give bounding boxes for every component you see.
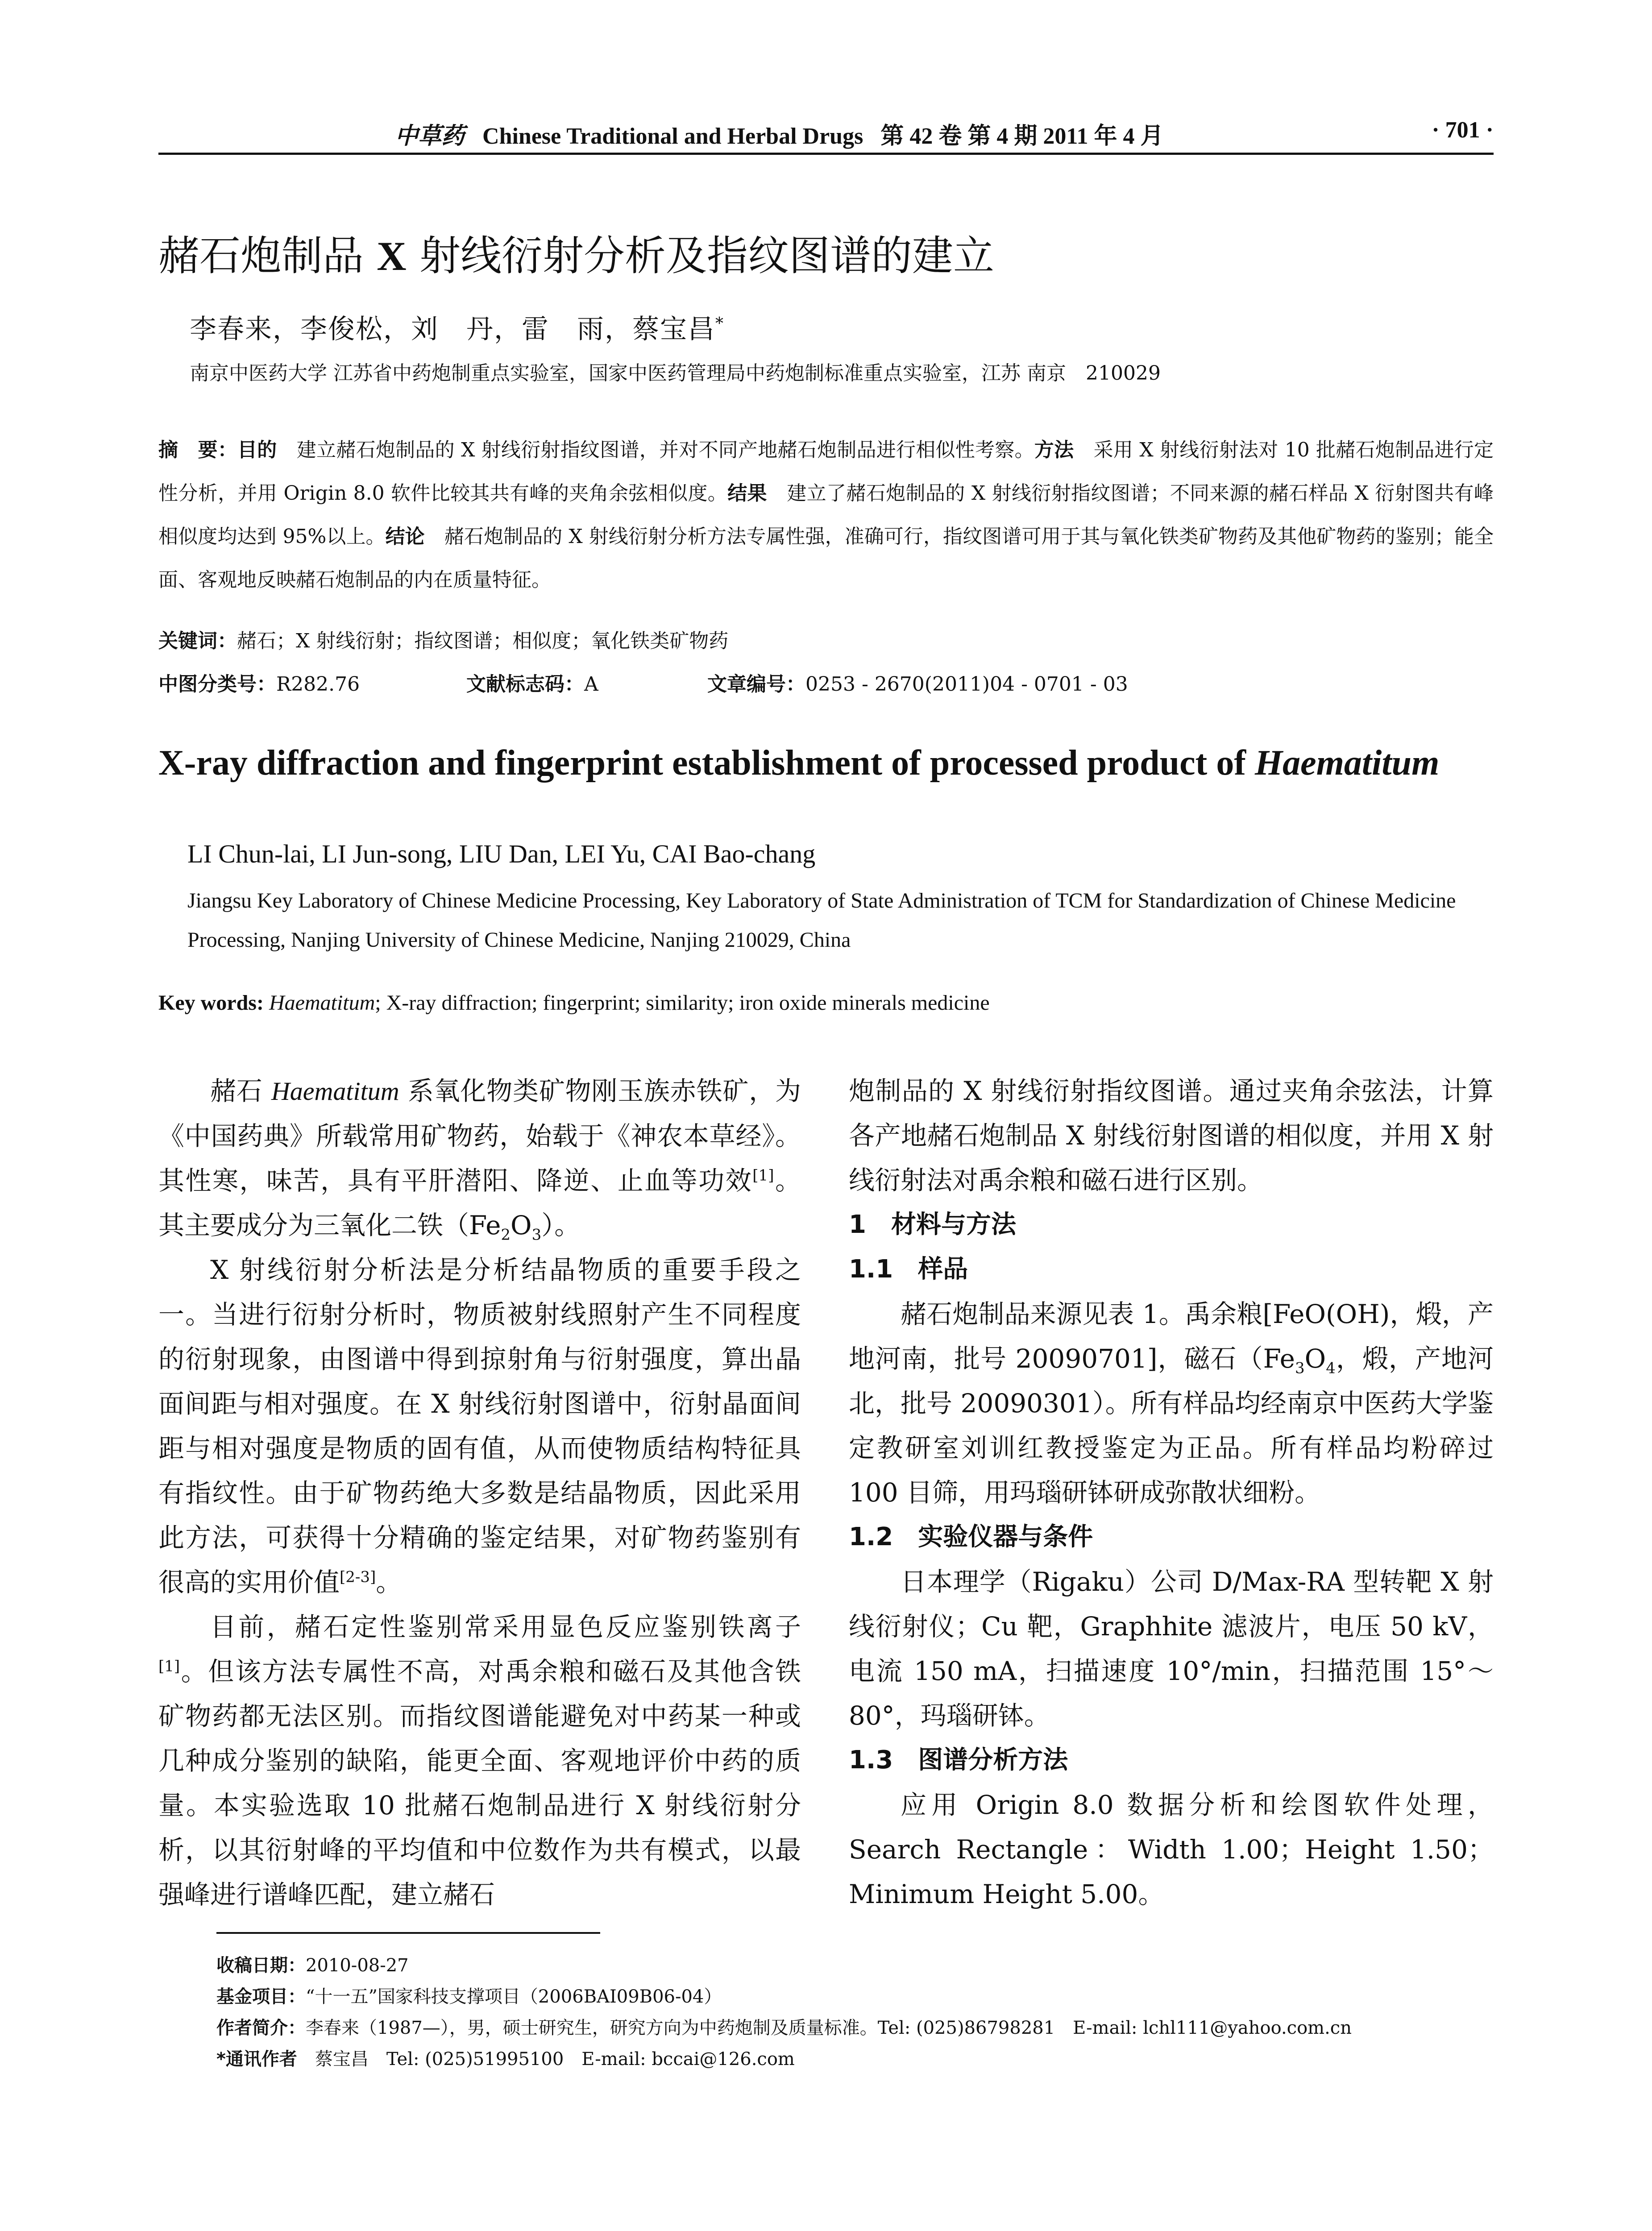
journal-name-cn: 中草药 bbox=[395, 122, 465, 149]
citation: [1] bbox=[158, 1657, 180, 1675]
paragraph-instruments: 日本理学（Rigaku）公司 D/Max-RA 型转靶 X 射线衍射仪；Cu 靶，Graphhite 滤波片，电压 50 kV，电流 150 mA，扫描速度 10°/min，扫描范围 15°～80°，玛瑙研钵。 bbox=[849, 1567, 1494, 1731]
abstract-label: 摘 要： bbox=[158, 439, 238, 461]
keywords-cn bbox=[158, 625, 728, 653]
footnote-received bbox=[216, 1950, 1493, 1981]
text-run: 赭石炮制品来源见表 1。禹余粮[FeO(OH)，煅，产地河南，批号 20090701]，磁石（Fe bbox=[849, 1299, 1494, 1374]
issue-info: 第 42 卷 第 4 期 2011 年 4 月 bbox=[880, 124, 1164, 149]
citation: [2-3] bbox=[340, 1568, 376, 1586]
clc-label: 中图分类号： bbox=[158, 673, 276, 696]
authors-cn-list: 李春来，李俊松，刘 丹，雷 雨，蔡宝昌 bbox=[190, 314, 715, 345]
doc-code bbox=[466, 668, 598, 697]
text-run: O bbox=[1304, 1344, 1326, 1374]
authors-cn bbox=[190, 308, 724, 346]
keywords-en-label: Key words: bbox=[158, 991, 264, 1015]
subscript: 4 bbox=[1326, 1359, 1336, 1377]
footnote-label: 收稿日期： bbox=[216, 1955, 306, 1976]
paragraph-samples bbox=[849, 1292, 1494, 1515]
footnote-text: 李春来（1987—），男，硕士研究生，研究方向为中药炮制及质量标准。Tel: (025)86798281 E-mail: lchl111@yahoo.com.cn bbox=[306, 2018, 1352, 2038]
method-text: 采用 X 射线衍射法对 10 批赭石炮制品进行定性分析，并用 Origin 8.0 软件比较其共有峰的夹角余弦相似度。 bbox=[158, 439, 1494, 505]
conclusion-text: 赭石炮制品的 X 射线衍射分析方法专属性强，准确可行，指纹图谱可用于其与氧化铁类矿物药及其他矿物药的鉴别；能全面、客观地反映赭石炮制品的内在质量特征。 bbox=[158, 525, 1494, 591]
doc-value: A bbox=[584, 673, 598, 696]
text-run: 。但该方法专属性不高，对禹余粮和磁石及其他含铁矿物药都无法区别。而指纹图谱能避免对中药某一种或几种成分鉴别的缺陷，能更全面、客观地评价中药的质量。本实验选取 10 批赭石炮制品进行 X 射线衍射分析，以其衍射峰的平均值和中位数作为共有模式，以最强峰进行谱峰匹配，建立赭石 bbox=[158, 1656, 801, 1910]
keywords-cn-label: 关键词： bbox=[158, 630, 237, 652]
subscript: 2 bbox=[501, 1226, 511, 1244]
citation: [1] bbox=[752, 1166, 774, 1185]
body-column-right bbox=[849, 1069, 1494, 1916]
result-text: 建立了赭石炮制品的 X 射线衍射指纹图谱；不同来源的赭石样品 X 衍射图共有峰相似度均达到 95%以上。 bbox=[158, 482, 1494, 548]
text-run: 。 bbox=[376, 1567, 402, 1597]
title-cn-part-2: 射线衍射分析及指纹图谱的建立 bbox=[406, 232, 994, 280]
section-heading-1-3: 1.3 图谱分析方法 bbox=[849, 1746, 1068, 1775]
paragraph-intro-2 bbox=[158, 1248, 801, 1605]
text-run: 赭石 bbox=[210, 1076, 271, 1106]
result-label: 结果 bbox=[727, 482, 767, 505]
footnote-text: 蔡宝昌 Tel: (025)51995100 E-mail: bccai@126.com bbox=[297, 2049, 795, 2069]
affiliation-cn: 南京中医药大学 江苏省中药炮制重点实验室，国家中医药管理局中药炮制标准重点实验室，江苏 南京 210029 bbox=[190, 362, 1161, 385]
journal-name-en: Chinese Traditional and Herbal Drugs bbox=[482, 124, 863, 149]
article-page bbox=[158, 0, 1494, 2231]
text-run: X 射线衍射分析法是分析结晶物质的重要手段之一。当进行衍射分析时，物质被射线照射产生不同程度的衍射现象，由图谱中得到掠射角与衍射强度，算出晶面间距与相对强度。在 X 射线衍射图谱中，衍射晶面间距与相对强度是物质的固有值，从而使物质结构特征具有指纹性。由于矿物药绝大多数是结晶物质，因此采用此方法，可获得十分精确的鉴定结果，对矿物药鉴别有很高的实用价值 bbox=[158, 1255, 801, 1597]
clc-number bbox=[158, 668, 360, 697]
subscript: 3 bbox=[1295, 1359, 1305, 1377]
paragraph-intro-1 bbox=[158, 1069, 801, 1248]
paragraph-intro-3 bbox=[158, 1605, 801, 1917]
paragraph-intro-cont: 炮制品的 X 射线衍射指纹图谱。通过夹角余弦法，计算各产地赭石炮制品 X 射线衍射图谱的相似度，并用 X 射线衍射法对禹余粮和磁石进行区别。 bbox=[849, 1076, 1494, 1195]
text-run: ）。 bbox=[541, 1210, 581, 1240]
title-en bbox=[158, 743, 1494, 784]
text-run: 。其主要成分为三氧化二铁（Fe bbox=[158, 1165, 801, 1240]
keywords-cn-text: 赭石；X 射线衍射；指纹图谱；相似度；氧化铁类矿物药 bbox=[237, 630, 729, 652]
article-value: 0253 - 2670(2011)04 - 0701 - 03 bbox=[805, 673, 1128, 696]
body-column-left bbox=[158, 1069, 801, 1917]
abstract-cn bbox=[158, 428, 1494, 601]
running-header bbox=[158, 117, 1494, 148]
header-rule bbox=[158, 153, 1494, 155]
affiliation-en: Jiangsu Key Laboratory of Chinese Medicine Processing, Key Laboratory of State Administration of TCM for Standardization of Chinese Medicine Processing, Nanjing University of Chinese Medicine, Nanjing 210029, China bbox=[187, 889, 1456, 952]
title-cn bbox=[158, 223, 994, 282]
subscript: 3 bbox=[531, 1226, 542, 1244]
authors-en: LI Chun-lai, LI Jun-song, LIU Dan, LEI Yu, CAI Bao-chang bbox=[187, 839, 816, 868]
title-cn-part-1: 赭石炮制品 bbox=[158, 232, 377, 280]
title-cn-x: X bbox=[377, 233, 407, 279]
article-number bbox=[707, 668, 1128, 697]
footnote-label: 作者简介： bbox=[216, 2018, 306, 2038]
footnote-text: “十一五”国家科技支撑项目（2006BAI09B06-04） bbox=[306, 1986, 722, 2007]
footnote-author bbox=[216, 2012, 1493, 2044]
footnotes bbox=[216, 1950, 1493, 2075]
title-en-main: X-ray diffraction and fingerprint establishment of processed product of bbox=[158, 743, 1255, 783]
latin-name: Haematitum bbox=[271, 1077, 399, 1106]
paragraph-analysis: 应用 Origin 8.0 数据分析和绘图软件处理，Search Rectangle：Width 1.00；Height 1.50；Minimum Height 5.00。 bbox=[849, 1790, 1494, 1909]
keywords-en bbox=[158, 991, 990, 1015]
method-label: 方法 bbox=[1034, 439, 1074, 461]
text-run: O bbox=[511, 1210, 532, 1240]
section-heading-1-2: 1.2 实验仪器与条件 bbox=[849, 1522, 1093, 1551]
keywords-en-italic: Haematitum bbox=[269, 991, 375, 1015]
title-en-italic: Haematitum bbox=[1254, 743, 1440, 783]
section-heading-1-1: 1.1 样品 bbox=[849, 1255, 968, 1284]
footnote-fund bbox=[216, 1981, 1493, 2012]
footnote-corresponding bbox=[216, 2044, 1493, 2075]
doc-label: 文献标志码： bbox=[466, 673, 584, 696]
text-run: 目前，赭石定性鉴别常采用显色反应鉴别铁离子 bbox=[210, 1612, 801, 1642]
text-run: 系氧化物类矿物刚玉族赤铁矿，为《中国药典》所载常用矿物药，始载于《神农本草经》。其性寒，味苦，具有平肝潜阳、降逆、止血等功效 bbox=[158, 1076, 801, 1196]
footnote-text: 2010-08-27 bbox=[306, 1955, 409, 1976]
article-label: 文章编号： bbox=[707, 673, 805, 696]
footnote-rule bbox=[216, 1932, 600, 1934]
journal-name bbox=[395, 117, 1163, 150]
text-run: ，煅，产地河北，批号 20090301）。所有样品均经南京中医药大学鉴定教研室刘训红教授鉴定为正品。所有样品均粉碎过 100 目筛，用玛瑙研钵研成弥散状细粉。 bbox=[849, 1344, 1494, 1508]
clc-value: R282.76 bbox=[276, 673, 360, 696]
conclusion-label: 结论 bbox=[385, 525, 425, 548]
footnote-label: 基金项目： bbox=[216, 1986, 306, 2007]
keywords-en-text: ; X-ray diffraction; fingerprint; similarity; iron oxide minerals medicine bbox=[375, 991, 990, 1015]
section-heading-1: 1 材料与方法 bbox=[849, 1210, 1016, 1239]
objective-label: 目的 bbox=[237, 439, 277, 461]
corresponding-mark: * bbox=[715, 315, 724, 333]
page-number: · 701 · bbox=[1432, 117, 1494, 143]
footnote-label: *通讯作者 bbox=[216, 2049, 297, 2069]
objective-text: 建立赭石炮制品的 X 射线衍射指纹图谱，并对不同产地赭石炮制品进行相似性考察。 bbox=[277, 439, 1034, 461]
